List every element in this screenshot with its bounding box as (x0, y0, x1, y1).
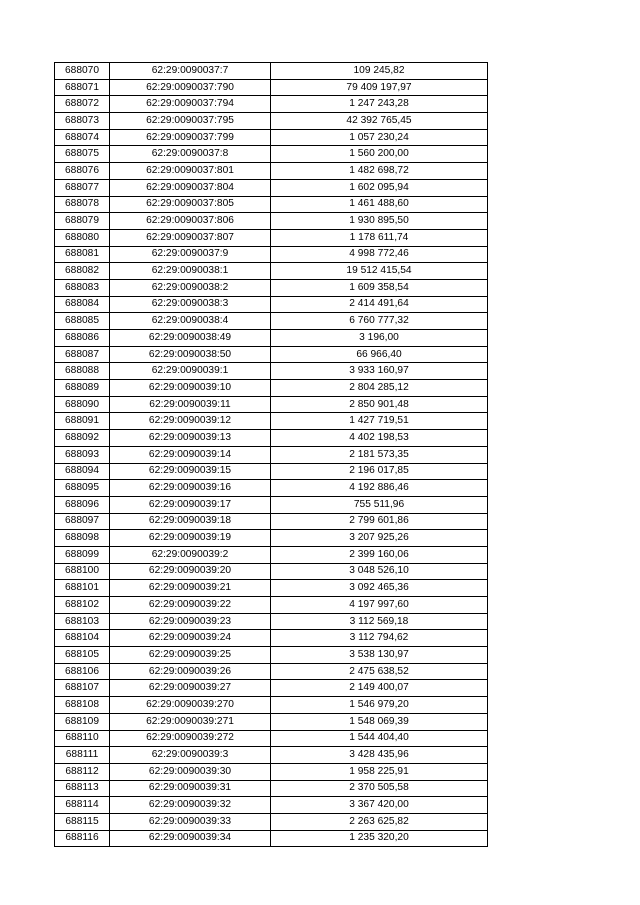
table-row (55, 563, 488, 580)
cadastral-number-cell: 62:29:0090038:2 (110, 279, 271, 296)
row-number-cell: 688108 (55, 697, 110, 714)
row-number-cell: 688083 (55, 279, 110, 296)
cadastral-number-cell: 62:29:0090039:272 (110, 730, 271, 747)
cadastral-number-cell: 62:29:0090039:19 (110, 530, 271, 547)
table-row (55, 580, 488, 597)
cadastral-value-cell: 1 178 611,74 (271, 229, 488, 246)
row-number-cell: 688073 (55, 113, 110, 130)
cadastral-value-cell: 2 181 573,35 (271, 446, 488, 463)
table-row (55, 530, 488, 547)
table-row (55, 213, 488, 230)
cadastral-number-cell: 62:29:0090037:790 (110, 79, 271, 96)
table-row (55, 630, 488, 647)
table-row (55, 279, 488, 296)
table-body (55, 63, 488, 847)
cadastral-number-cell: 62:29:0090037:795 (110, 113, 271, 130)
cadastral-value-cell: 3 092 465,36 (271, 580, 488, 597)
cadastral-number-cell: 62:29:0090039:26 (110, 663, 271, 680)
table-row (55, 763, 488, 780)
cadastral-number-cell: 62:29:0090039:15 (110, 463, 271, 480)
table-row (55, 446, 488, 463)
cadastral-value-cell: 755 511,96 (271, 496, 488, 513)
cadastral-number-cell: 62:29:0090039:20 (110, 563, 271, 580)
cadastral-value-cell: 1 548 069,39 (271, 713, 488, 730)
row-number-cell: 688089 (55, 380, 110, 397)
cadastral-value-cell: 3 196,00 (271, 330, 488, 347)
cadastral-value-cell: 1 602 095,94 (271, 179, 488, 196)
cadastral-number-cell: 62:29:0090037:799 (110, 129, 271, 146)
row-number-cell: 688106 (55, 663, 110, 680)
cadastral-number-cell: 62:29:0090037:805 (110, 196, 271, 213)
cadastral-value-cell: 1 544 404,40 (271, 730, 488, 747)
cadastral-number-cell: 62:29:0090037:794 (110, 96, 271, 113)
table-row (55, 63, 488, 80)
cadastral-number-cell: 62:29:0090039:12 (110, 413, 271, 430)
cadastral-number-cell: 62:29:0090039:16 (110, 480, 271, 497)
table-row (55, 713, 488, 730)
cadastral-number-cell: 62:29:0090038:3 (110, 296, 271, 313)
cadastral-value-cell: 4 998 772,46 (271, 246, 488, 263)
table-row (55, 463, 488, 480)
row-number-cell: 688078 (55, 196, 110, 213)
row-number-cell: 688095 (55, 480, 110, 497)
row-number-cell: 688088 (55, 363, 110, 380)
table-row (55, 413, 488, 430)
cadastral-value-cell: 3 112 794,62 (271, 630, 488, 647)
cadastral-value-cell: 4 402 198,53 (271, 430, 488, 447)
cadastral-value-cell: 2 399 160,06 (271, 546, 488, 563)
cadastral-number-cell: 62:29:0090039:31 (110, 780, 271, 797)
table-row (55, 680, 488, 697)
cadastral-value-cell: 42 392 765,45 (271, 113, 488, 130)
table-row (55, 747, 488, 764)
table-row (55, 697, 488, 714)
cadastral-value-cell: 2 263 625,82 (271, 813, 488, 830)
cadastral-number-cell: 62:29:0090037:804 (110, 179, 271, 196)
cadastral-number-cell: 62:29:0090039:18 (110, 513, 271, 530)
row-number-cell: 688109 (55, 713, 110, 730)
cadastral-number-cell: 62:29:0090039:1 (110, 363, 271, 380)
cadastral-number-cell: 62:29:0090038:4 (110, 313, 271, 330)
cadastral-number-cell: 62:29:0090037:801 (110, 163, 271, 180)
cadastral-value-cell: 1 247 243,28 (271, 96, 488, 113)
row-number-cell: 688079 (55, 213, 110, 230)
row-number-cell: 688097 (55, 513, 110, 530)
cadastral-number-cell: 62:29:0090039:32 (110, 797, 271, 814)
cadastral-number-cell: 62:29:0090039:27 (110, 680, 271, 697)
cadastral-value-cell: 2 370 505,58 (271, 780, 488, 797)
cadastral-number-cell: 62:29:0090039:17 (110, 496, 271, 513)
table-row (55, 430, 488, 447)
cadastral-number-cell: 62:29:0090039:3 (110, 747, 271, 764)
table-row (55, 263, 488, 280)
cadastral-number-cell: 62:29:0090037:7 (110, 63, 271, 80)
cadastral-value-cell: 2 850 901,48 (271, 396, 488, 413)
cadastral-number-cell: 62:29:0090039:25 (110, 647, 271, 664)
cadastral-number-cell: 62:29:0090039:13 (110, 430, 271, 447)
row-number-cell: 688093 (55, 446, 110, 463)
row-number-cell: 688081 (55, 246, 110, 263)
row-number-cell: 688075 (55, 146, 110, 163)
row-number-cell: 688082 (55, 263, 110, 280)
row-number-cell: 688114 (55, 797, 110, 814)
row-number-cell: 688087 (55, 346, 110, 363)
cadastral-number-cell: 62:29:0090039:11 (110, 396, 271, 413)
cadastral-number-cell: 62:29:0090038:1 (110, 263, 271, 280)
row-number-cell: 688084 (55, 296, 110, 313)
cadastral-value-cell: 109 245,82 (271, 63, 488, 80)
cadastral-number-cell: 62:29:0090037:9 (110, 246, 271, 263)
table-row (55, 346, 488, 363)
table-row (55, 513, 488, 530)
table-row (55, 129, 488, 146)
row-number-cell: 688104 (55, 630, 110, 647)
cadastral-value-cell: 1 482 698,72 (271, 163, 488, 180)
table-row (55, 496, 488, 513)
table-row (55, 480, 488, 497)
cadastral-number-cell: 62:29:0090039:33 (110, 813, 271, 830)
row-number-cell: 688085 (55, 313, 110, 330)
row-number-cell: 688070 (55, 63, 110, 80)
table-row (55, 363, 488, 380)
table-row (55, 647, 488, 664)
row-number-cell: 688107 (55, 680, 110, 697)
row-number-cell: 688112 (55, 763, 110, 780)
row-number-cell: 688099 (55, 546, 110, 563)
cadastral-value-cell: 79 409 197,97 (271, 79, 488, 96)
cadastral-number-cell: 62:29:0090039:30 (110, 763, 271, 780)
table-row (55, 330, 488, 347)
row-number-cell: 688076 (55, 163, 110, 180)
cadastral-number-cell: 62:29:0090039:14 (110, 446, 271, 463)
table-row (55, 613, 488, 630)
cadastral-value-cell: 1 235 320,20 (271, 830, 488, 847)
table-row (55, 830, 488, 847)
cadastral-number-cell: 62:29:0090039:21 (110, 580, 271, 597)
row-number-cell: 688110 (55, 730, 110, 747)
table-row (55, 780, 488, 797)
cadastral-value-cell: 19 512 415,54 (271, 263, 488, 280)
row-number-cell: 688101 (55, 580, 110, 597)
cadastral-number-cell: 62:29:0090039:271 (110, 713, 271, 730)
table-row (55, 163, 488, 180)
cadastral-value-cell: 1 930 895,50 (271, 213, 488, 230)
row-number-cell: 688103 (55, 613, 110, 630)
table-row (55, 663, 488, 680)
row-number-cell: 688074 (55, 129, 110, 146)
row-number-cell: 688111 (55, 747, 110, 764)
row-number-cell: 688080 (55, 229, 110, 246)
cadastral-value-cell: 4 192 886,46 (271, 480, 488, 497)
cadastral-number-cell: 62:29:0090039:23 (110, 613, 271, 630)
cadastral-value-cell: 3 933 160,97 (271, 363, 488, 380)
table-row (55, 797, 488, 814)
cadastral-value-cell: 2 475 638,52 (271, 663, 488, 680)
table-row (55, 146, 488, 163)
cadastral-number-cell: 62:29:0090037:806 (110, 213, 271, 230)
cadastral-number-cell: 62:29:0090037:8 (110, 146, 271, 163)
cadastral-value-cell: 3 367 420,00 (271, 797, 488, 814)
cadastral-value-cell: 3 538 130,97 (271, 647, 488, 664)
cadastral-value-cell: 66 966,40 (271, 346, 488, 363)
table-row (55, 229, 488, 246)
cadastral-value-table (54, 62, 488, 847)
cadastral-number-cell: 62:29:0090039:22 (110, 597, 271, 614)
table-row (55, 597, 488, 614)
row-number-cell: 688071 (55, 79, 110, 96)
row-number-cell: 688094 (55, 463, 110, 480)
cadastral-value-cell: 2 149 400,07 (271, 680, 488, 697)
cadastral-value-cell: 1 958 225,91 (271, 763, 488, 780)
cadastral-number-cell: 62:29:0090039:2 (110, 546, 271, 563)
row-number-cell: 688105 (55, 647, 110, 664)
table-row (55, 313, 488, 330)
row-number-cell: 688096 (55, 496, 110, 513)
table-row (55, 546, 488, 563)
row-number-cell: 688077 (55, 179, 110, 196)
cadastral-value-cell: 1 609 358,54 (271, 279, 488, 296)
cadastral-value-cell: 6 760 777,32 (271, 313, 488, 330)
table-row (55, 730, 488, 747)
cadastral-number-cell: 62:29:0090038:50 (110, 346, 271, 363)
cadastral-number-cell: 62:29:0090037:807 (110, 229, 271, 246)
row-number-cell: 688091 (55, 413, 110, 430)
row-number-cell: 688092 (55, 430, 110, 447)
table-row (55, 79, 488, 96)
cadastral-value-cell: 2 799 601,86 (271, 513, 488, 530)
row-number-cell: 688115 (55, 813, 110, 830)
row-number-cell: 688098 (55, 530, 110, 547)
table-row (55, 96, 488, 113)
cadastral-value-cell: 3 048 526,10 (271, 563, 488, 580)
row-number-cell: 688100 (55, 563, 110, 580)
row-number-cell: 688090 (55, 396, 110, 413)
table-row (55, 813, 488, 830)
row-number-cell: 688072 (55, 96, 110, 113)
cadastral-value-cell: 1 560 200,00 (271, 146, 488, 163)
row-number-cell: 688086 (55, 330, 110, 347)
table-row (55, 196, 488, 213)
cadastral-number-cell: 62:29:0090039:34 (110, 830, 271, 847)
table-row (55, 179, 488, 196)
table-row (55, 396, 488, 413)
table-row (55, 246, 488, 263)
cadastral-value-cell: 1 546 979,20 (271, 697, 488, 714)
table-row (55, 296, 488, 313)
row-number-cell: 688102 (55, 597, 110, 614)
cadastral-number-cell: 62:29:0090039:270 (110, 697, 271, 714)
cadastral-number-cell: 62:29:0090039:24 (110, 630, 271, 647)
row-number-cell: 688116 (55, 830, 110, 847)
table-row (55, 380, 488, 397)
cadastral-value-cell: 3 428 435,96 (271, 747, 488, 764)
cadastral-value-cell: 2 196 017,85 (271, 463, 488, 480)
cadastral-value-cell: 1 427 719,51 (271, 413, 488, 430)
cadastral-value-cell: 1 057 230,24 (271, 129, 488, 146)
cadastral-value-cell: 1 461 488,60 (271, 196, 488, 213)
cadastral-value-cell: 4 197 997,60 (271, 597, 488, 614)
row-number-cell: 688113 (55, 780, 110, 797)
cadastral-value-cell: 2 804 285,12 (271, 380, 488, 397)
cadastral-value-cell: 2 414 491,64 (271, 296, 488, 313)
cadastral-value-cell: 3 112 569,18 (271, 613, 488, 630)
cadastral-value-cell: 3 207 925,26 (271, 530, 488, 547)
cadastral-number-cell: 62:29:0090039:10 (110, 380, 271, 397)
cadastral-number-cell: 62:29:0090038:49 (110, 330, 271, 347)
table-row (55, 113, 488, 130)
